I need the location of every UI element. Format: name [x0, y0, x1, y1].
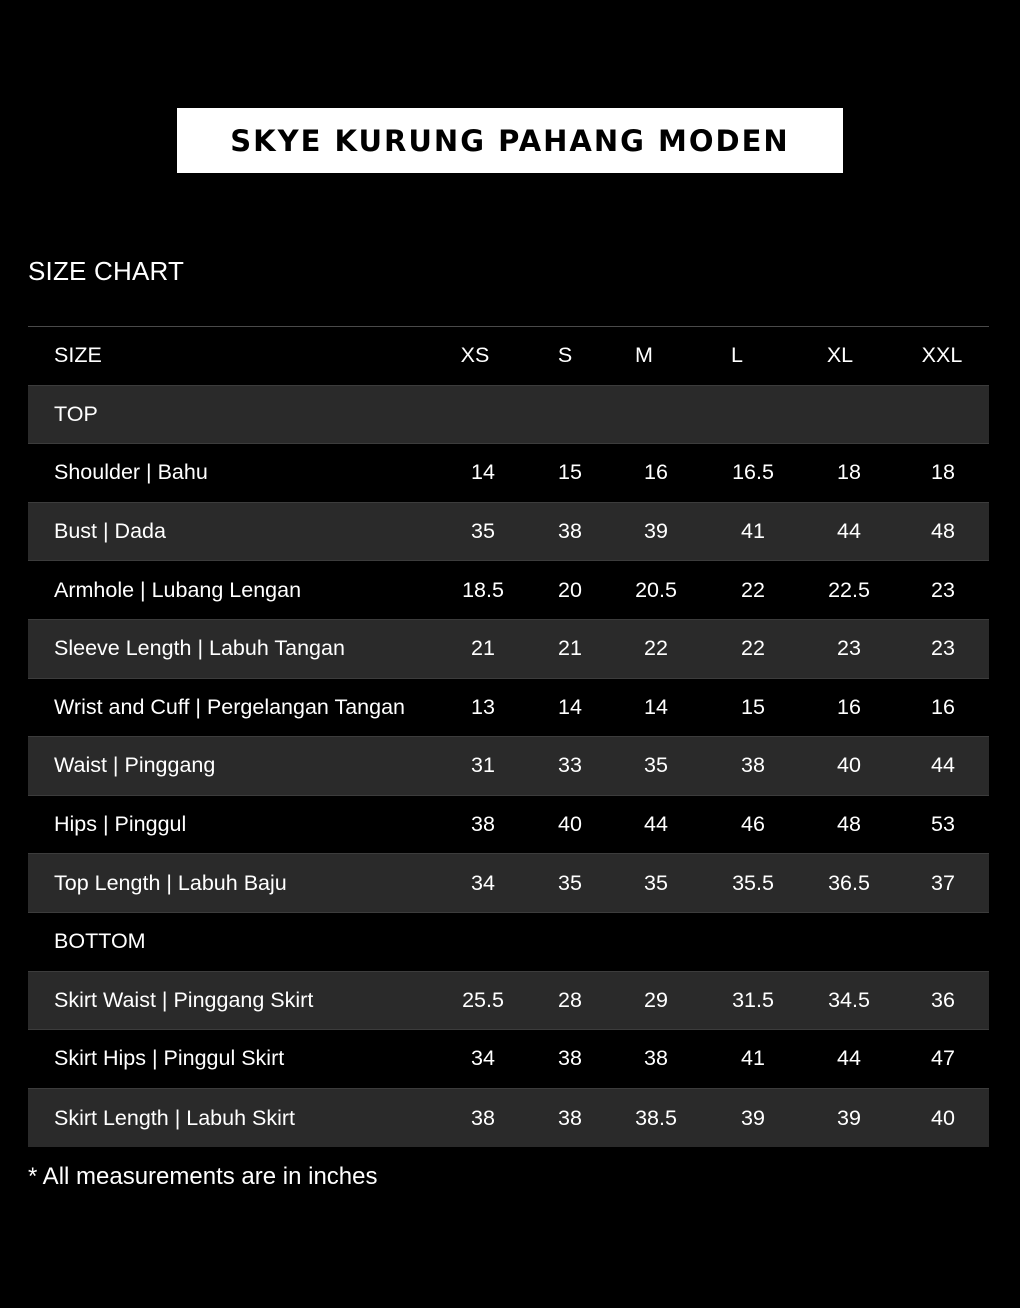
cell-s: 28	[558, 987, 582, 1012]
header-size-s: S	[557, 343, 573, 368]
cell-s: 33	[558, 753, 582, 778]
cell-xxl: 18	[931, 460, 955, 485]
cell-xs: 31	[471, 753, 495, 778]
header-size-label: SIZE	[54, 343, 102, 368]
cell-xl: 39	[837, 1105, 861, 1130]
cell-s: 15	[558, 460, 582, 485]
row-label: Bust | Dada	[54, 519, 166, 544]
cell-m: 38.5	[635, 1105, 677, 1130]
cell-l: 41	[741, 1046, 765, 1071]
cell-xxl: 37	[931, 870, 955, 895]
cell-xl: 34.5	[828, 987, 870, 1012]
row-label: Hips | Pinggul	[54, 812, 187, 837]
row-label: Armhole | Lubang Lengan	[54, 577, 302, 602]
row-label: Sleeve Length | Labuh Tangan	[54, 636, 345, 661]
cell-m: 38	[644, 1046, 668, 1071]
cell-xxl: 16	[931, 694, 955, 719]
section-row-top	[28, 386, 989, 445]
cell-m: 44	[644, 812, 668, 837]
cell-xl: 44	[837, 519, 861, 544]
cell-l: 31.5	[732, 987, 774, 1012]
size-chart-heading: SIZE CHART	[28, 256, 185, 286]
cell-l: 35.5	[732, 870, 774, 895]
cell-xl: 18	[837, 460, 861, 485]
row-label: Waist | Pinggang	[54, 753, 216, 778]
cell-xl: 40	[837, 753, 861, 778]
cell-xl: 36.5	[828, 870, 870, 895]
row-label: Skirt Hips | Pinggul Skirt	[54, 1046, 285, 1071]
cell-s: 40	[558, 812, 582, 837]
cell-xxl: 23	[931, 577, 955, 602]
cell-xs: 18.5	[462, 577, 504, 602]
page-title: SKYE KURUNG PAHANG MODEN	[230, 123, 790, 158]
header-size-xl: XL	[826, 343, 854, 368]
cell-l: 22	[741, 636, 765, 661]
cell-xs: 25.5	[462, 987, 504, 1012]
row-label: Wrist and Cuff | Pergelangan Tangan	[54, 694, 406, 719]
cell-xs: 38	[471, 1105, 495, 1130]
cell-xs: 38	[471, 812, 495, 837]
cell-xxl: 40	[931, 1105, 955, 1130]
table-row	[28, 737, 989, 796]
cell-xxl: 48	[931, 519, 955, 544]
row-label: Skirt Waist | Pinggang Skirt	[54, 987, 314, 1012]
cell-m: 14	[644, 694, 668, 719]
cell-xs: 21	[471, 636, 495, 661]
table-row	[28, 679, 989, 738]
cell-xxl: 36	[931, 987, 955, 1012]
cell-xl: 44	[837, 1046, 861, 1071]
cell-l: 46	[741, 812, 765, 837]
cell-xl: 22.5	[828, 577, 870, 602]
table-row	[28, 854, 989, 913]
cell-l: 15	[741, 694, 765, 719]
table-row	[28, 561, 989, 620]
cell-s: 21	[558, 636, 582, 661]
table-row	[28, 796, 989, 855]
cell-xl: 16	[837, 694, 861, 719]
cell-l: 38	[741, 753, 765, 778]
cell-m: 16	[644, 460, 668, 485]
cell-m: 35	[644, 753, 668, 778]
table-header-row	[28, 327, 989, 386]
cell-m: 20.5	[635, 577, 677, 602]
table-row	[28, 1030, 989, 1089]
cell-xxl: 53	[931, 812, 955, 837]
cell-xxl: 23	[931, 636, 955, 661]
header-size-xxl: XXL	[921, 343, 963, 368]
cell-m: 22	[644, 636, 668, 661]
table-row	[28, 1089, 989, 1148]
cell-xxl: 47	[931, 1046, 955, 1071]
cell-s: 14	[558, 694, 582, 719]
cell-l: 39	[741, 1105, 765, 1130]
cell-l: 41	[741, 519, 765, 544]
cell-xs: 34	[471, 1046, 495, 1071]
row-label: Skirt Length | Labuh Skirt	[54, 1105, 296, 1130]
cell-xl: 48	[837, 812, 861, 837]
cell-l: 16.5	[732, 460, 774, 485]
cell-l: 22	[741, 577, 765, 602]
cell-s: 38	[558, 1105, 582, 1130]
cell-xs: 35	[471, 519, 495, 544]
measurement-note: * All measurements are in inches	[28, 1163, 378, 1190]
cell-xl: 23	[837, 636, 861, 661]
header-size-xs: XS	[460, 343, 490, 368]
cell-m: 39	[644, 519, 668, 544]
cell-m: 35	[644, 870, 668, 895]
table-row	[28, 444, 989, 503]
cell-xs: 13	[471, 694, 495, 719]
title-banner	[177, 108, 843, 173]
size-chart-table	[28, 326, 989, 1147]
cell-s: 38	[558, 519, 582, 544]
section-row-bottom	[28, 913, 989, 972]
cell-s: 35	[558, 870, 582, 895]
row-label: Top Length | Labuh Baju	[54, 870, 287, 895]
table-row	[28, 620, 989, 679]
row-label: Shoulder | Bahu	[54, 460, 208, 485]
header-size-m: M	[635, 343, 653, 368]
table-row	[28, 972, 989, 1031]
cell-s: 38	[558, 1046, 582, 1071]
cell-m: 29	[644, 987, 668, 1012]
cell-xs: 34	[471, 870, 495, 895]
section-label-bottom: BOTTOM	[54, 929, 146, 954]
section-label-top: TOP	[54, 401, 98, 426]
cell-xs: 14	[471, 460, 495, 485]
cell-xxl: 44	[931, 753, 955, 778]
table-row	[28, 503, 989, 562]
header-size-l: L	[731, 343, 743, 368]
cell-s: 20	[558, 577, 582, 602]
